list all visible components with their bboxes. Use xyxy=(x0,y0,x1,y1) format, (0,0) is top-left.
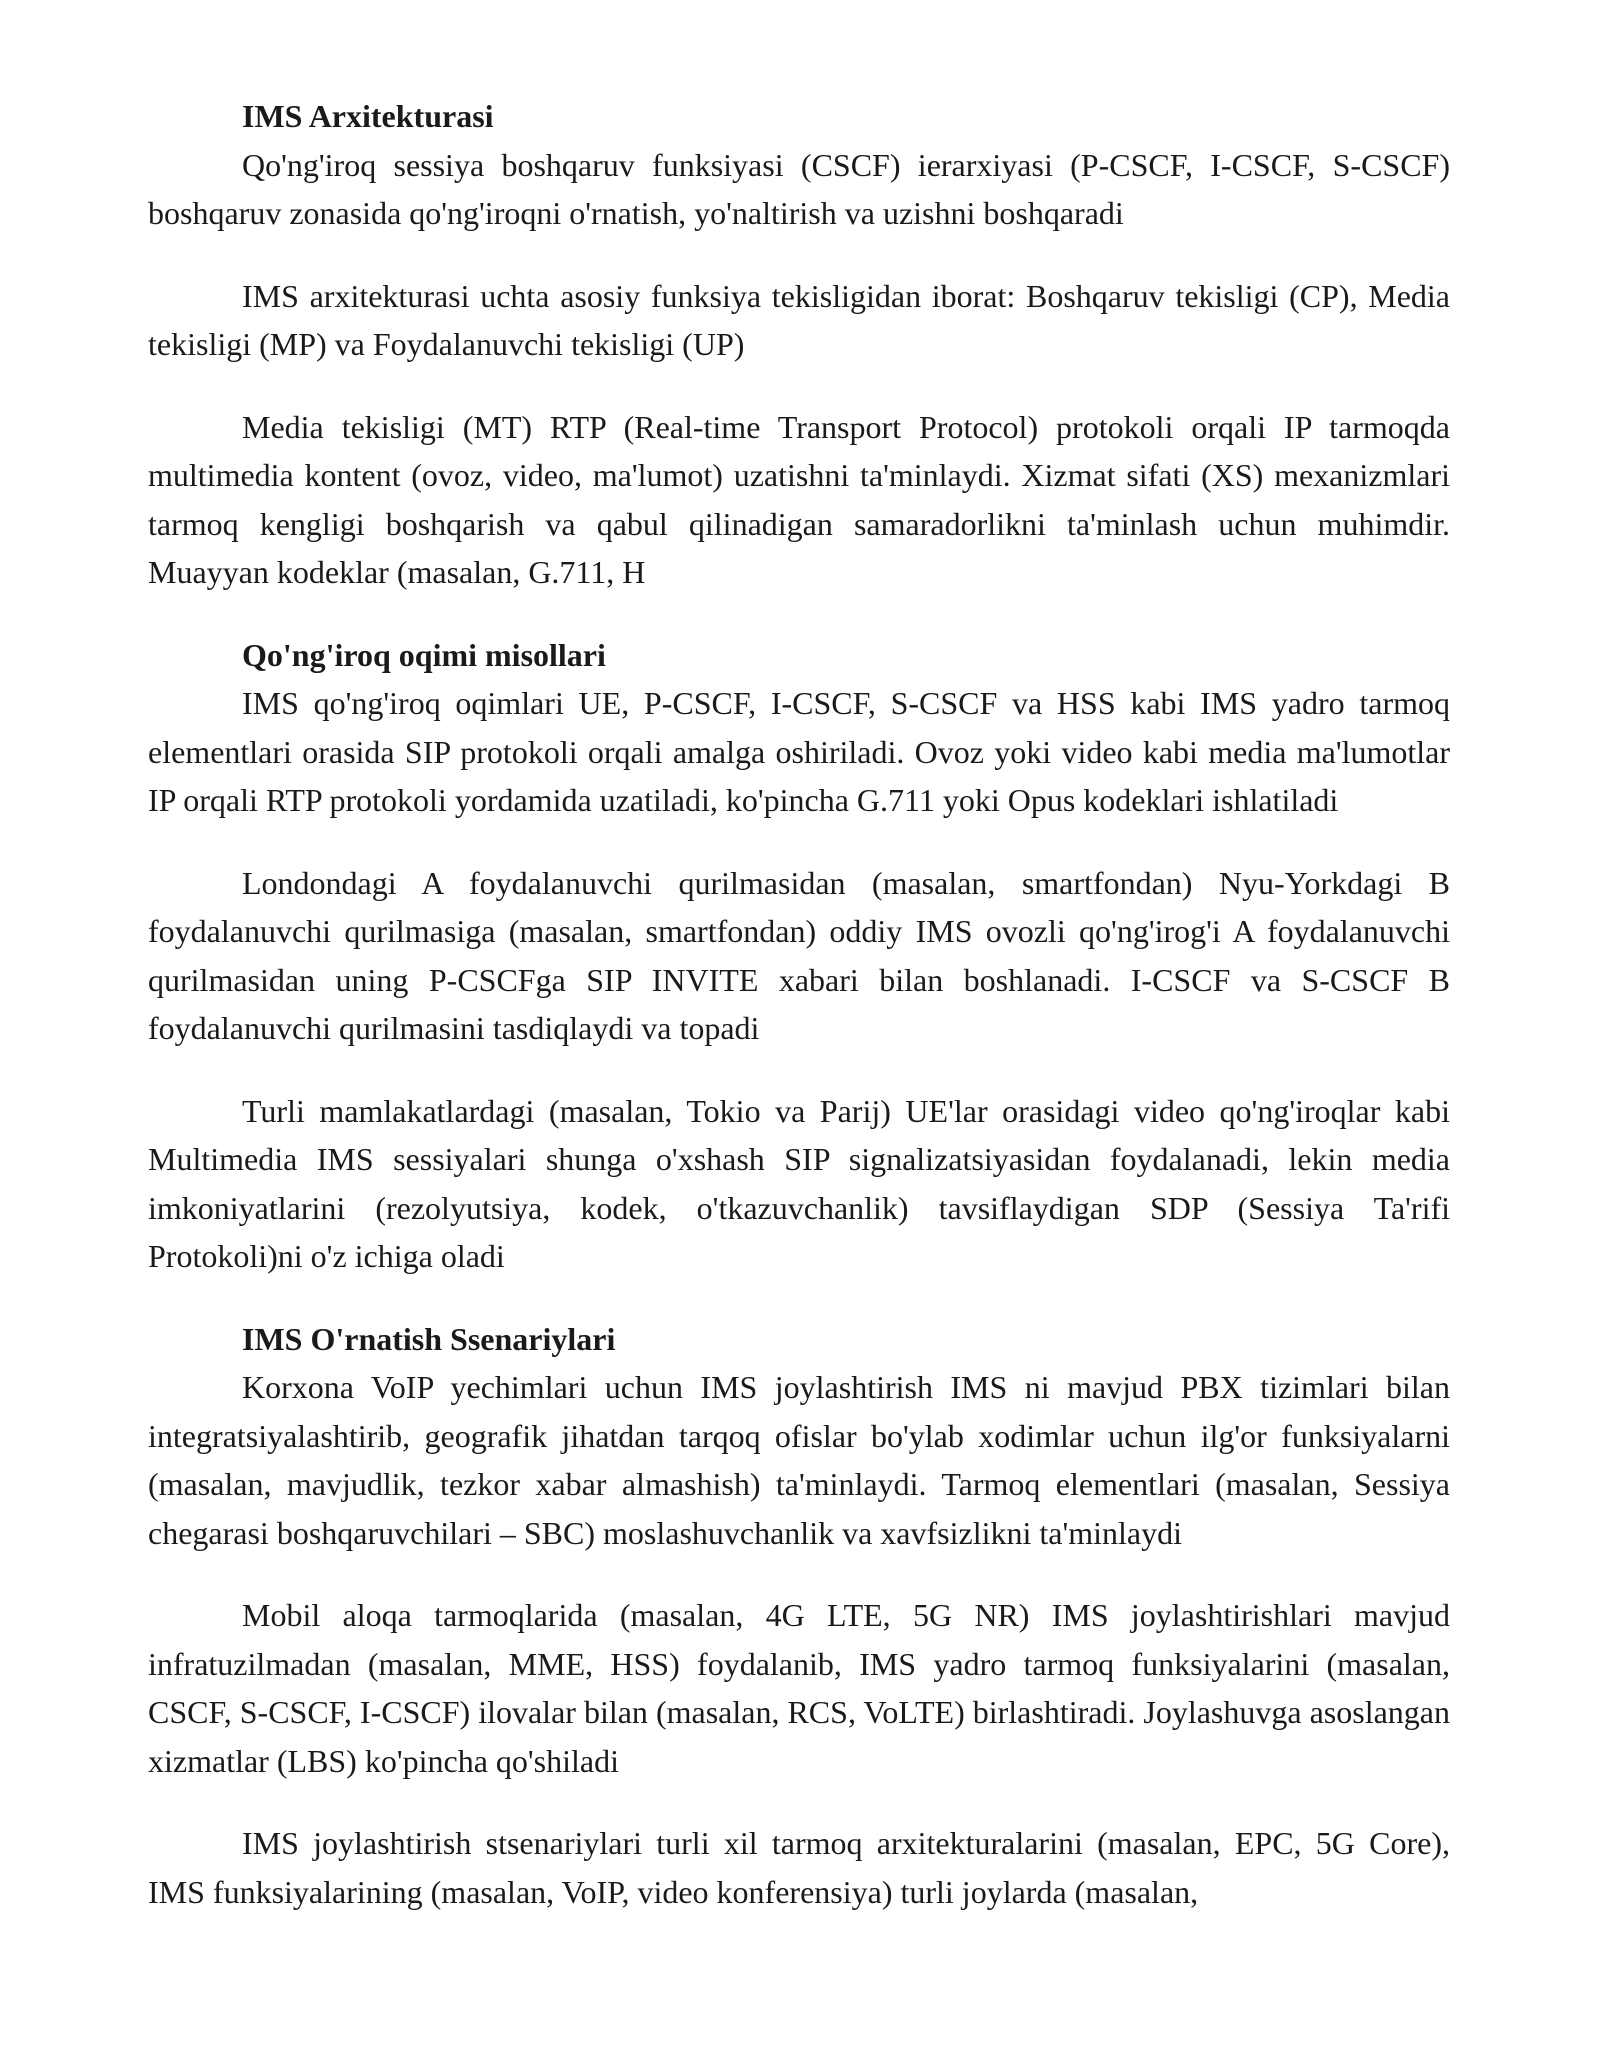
paragraph: Qo'ng'iroq sessiya boshqaruv funksiyasi (CSCF) ierarxiyasi (P-CSCF, I-CSCF, S-CSCF) boshqaruv zonasida qo'ng'iroqni o'rnatish, yo'naltirish va uzishni boshqaradi xyxy=(148,146,1450,231)
paragraph: Media tekisligi (MT) RTP (Real-time Transport Protocol) protokoli orqali IP tarmoqda multimedia kontent (ovoz, video, ma'lumot) uzatishni ta'minlaydi. Xizmat sifati (XS) mexanizmlari tarmoq kengligi boshqarish va qabul qilinadigan samaradorlikni ta'minlash uchun muhimdir. Muayyan kodeklar (masalan, G.711, H xyxy=(148,408,1450,590)
paragraph: Mobil aloqa tarmoqlarida (masalan, 4G LTE, 5G NR) IMS joylashtirishlari mavjud infratuzilmadan (masalan, MME, HSS) foydalanib, IMS yadro tarmoq funksiyalarini (masalan, CSCF, S-CSCF, I-CSCF) ilovalar bilan (masalan, RCS, VoLTE) birlashtiradi. Joylashuvga asoslangan xizmatlar (LBS) ko'pincha qo'shiladi xyxy=(148,1597,1450,1779)
paragraph: Korxona VoIP yechimlari uchun IMS joylashtirish IMS ni mavjud PBX tizimlari bilan integratsiyalashtirib, geografik jihatdan tarqoq ofislar bo'ylab xodimlar uchun ilg'or funksiyalarni (masalan, mavjudlik, tezkor xabar almashish) ta'minlaydi. Tarmoq elementlari (masalan, Sessiya chegarasi boshqaruvchilari – SBC) moslashuvchanlik va xavfsizlikni ta'minlaydi xyxy=(148,1369,1450,1551)
paragraph: IMS joylashtirish stsenariylari turli xil tarmoq arxitekturalarini (masalan, EPC, 5G Core), IMS funksiyalarining (masalan, VoIP, video konferensiya) turli joylarda (masalan, xyxy=(148,1825,1450,1910)
section-call-flow-examples xyxy=(148,631,1450,1281)
section-heading: Qo'ng'iroq oqimi misollari xyxy=(242,636,606,673)
section-ims-architecture xyxy=(148,92,1450,597)
document-page xyxy=(148,92,1450,1950)
section-heading: IMS O'rnatish Ssenariylari xyxy=(242,1320,616,1357)
section-heading: IMS Arxitekturasi xyxy=(242,98,494,134)
paragraph: Londondagi A foydalanuvchi qurilmasidan (masalan, smartfondan) Nyu-Yorkdagi B foydalanuvchi qurilmasiga (masalan, smartfondan) oddiy IMS ovozli qo'ng'irog'i A foydalanuvchi qurilmasidan uning P-CSCFga SIP INVITE xabari bilan boshlanadi. I-CSCF va S-CSCF B foydalanuvchi qurilmasini tasdiqlaydi va topadi xyxy=(148,864,1450,1046)
paragraph: IMS qo'ng'iroq oqimlari UE, P-CSCF, I-CSCF, S-CSCF va HSS kabi IMS yadro tarmoq elementlari orasida SIP protokoli orqali amalga oshiriladi. Ovoz yoki video kabi media ma'lumotlar IP orqali RTP protokoli yordamida uzatiladi, ko'pincha G.711 yoki Opus kodeklari ishlatiladi xyxy=(148,685,1450,818)
section-deployment-scenarios xyxy=(148,1315,1450,1917)
paragraph: Turli mamlakatlardagi (masalan, Tokio va Parij) UE'lar orasidagi video qo'ng'iroqlar kabi Multimedia IMS sessiyalari shunga o'xshash SIP signalizatsiyasidan foydalanadi, lekin media imkoniyatlarini (rezolyutsiya, kodek, o'tkazuvchanlik) tavsiflaydigan SDP (Sessiya Ta'rifi Protokoli)ni o'z ichiga oladi xyxy=(148,1092,1450,1274)
paragraph: IMS arxitekturasi uchta asosiy funksiya tekisligidan iborat: Boshqaruv tekisligi (CP), Media tekisligi (MP) va Foydalanuvchi tekisligi (UP) xyxy=(148,277,1450,362)
